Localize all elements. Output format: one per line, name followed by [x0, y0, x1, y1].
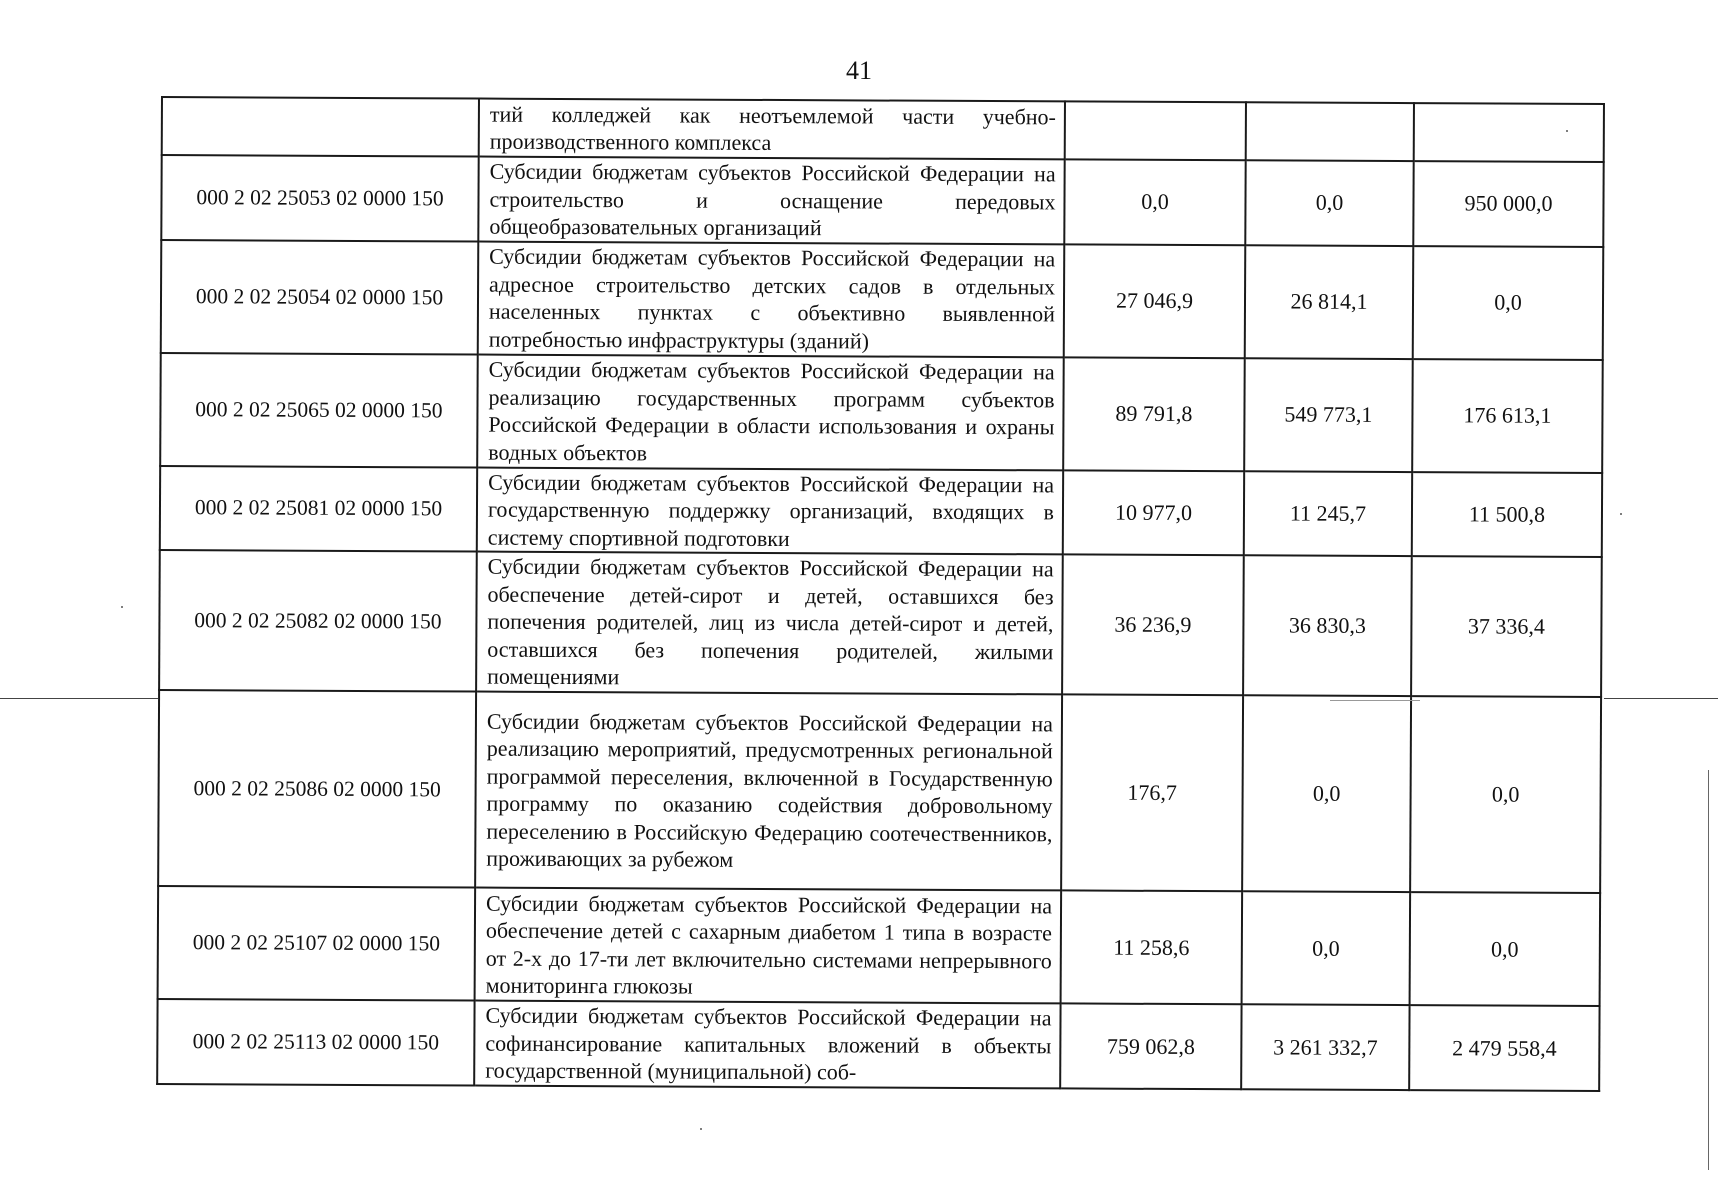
budget-code-cell: 000 2 02 25086 02 0000 150 [158, 690, 476, 888]
scan-edge-line [1708, 770, 1709, 1170]
table-row [160, 466, 1602, 558]
value-year2-cell [1246, 102, 1414, 161]
budget-code-cell: 000 2 02 25054 02 0000 150 [161, 240, 479, 355]
value-year2-cell: 0,0 [1242, 891, 1411, 1005]
value-year3-cell: 0,0 [1413, 246, 1604, 360]
description-cell: Субсидии бюджетам субъектов Российской Федерации на обеспечение детей с сахарным диабетом 1 типа в возрасте от 2-х до 17-ти лет включительно системами непрерывного мониторинга глюкозы [475, 888, 1062, 1004]
table-row [158, 886, 1601, 1006]
budget-code-cell [162, 97, 479, 157]
scan-fold-line-mid [1330, 700, 1420, 701]
budget-code-cell: 000 2 02 25053 02 0000 150 [161, 155, 478, 241]
scan-fold-line-right [1604, 698, 1718, 699]
description-cell: Субсидии бюджетам субъектов Российской Федерации на реализацию государственных программ субъектов Российской Федерации в области использования и охраны водных объектов [477, 354, 1064, 470]
value-year1-cell: 89 791,8 [1063, 357, 1245, 471]
value-year3-cell [1414, 103, 1604, 162]
description-cell: Субсидии бюджетам субъектов Российской Федерации на софинансирование капитальных вложений в объекты государственной (муниципальной) соб- [474, 1001, 1060, 1089]
table-row [158, 690, 1601, 893]
value-year1-cell: 27 046,9 [1064, 244, 1246, 358]
value-year2-cell: 0,0 [1242, 695, 1411, 892]
scan-speck [700, 1128, 702, 1130]
value-year1-cell: 10 977,0 [1063, 470, 1244, 555]
value-year3-cell: 0,0 [1410, 696, 1601, 893]
value-year1-cell [1065, 101, 1246, 160]
description-cell: Субсидии бюджетам субъектов Российской Федерации на обеспечение детей-сирот и детей, оставшихся без попечения родителей, лиц из числа детей-сирот и детей, оставшихся без попечения родителей, жилыми помещениями [476, 552, 1063, 695]
value-year1-cell: 759 062,8 [1060, 1003, 1241, 1089]
scan-speck [1620, 513, 1622, 515]
value-year1-cell: 176,7 [1061, 694, 1243, 891]
value-year2-cell: 36 830,3 [1243, 555, 1412, 696]
table-row [159, 550, 1602, 697]
budget-code-cell: 000 2 02 25113 02 0000 150 [157, 999, 474, 1086]
value-year2-cell: 0,0 [1245, 160, 1413, 245]
value-year2-cell: 11 245,7 [1244, 471, 1412, 556]
budget-code-cell: 000 2 02 25107 02 0000 150 [158, 886, 476, 1001]
budget-code-cell: 000 2 02 25081 02 0000 150 [160, 466, 477, 552]
value-year3-cell: 11 500,8 [1412, 472, 1602, 557]
description-cell: Субсидии бюджетам субъектов Российской Федерации на государственную поддержку организаций, входящих в систему спортивной подготовки [477, 467, 1063, 554]
value-year1-cell: 0,0 [1064, 159, 1245, 244]
budget-code-cell: 000 2 02 25082 02 0000 150 [159, 550, 477, 692]
description-cell: Субсидии бюджетам субъектов Российской Федерации на строительство и оснащение передовых общеобразовательных организаций [478, 157, 1064, 244]
value-year3-cell: 176 613,1 [1412, 359, 1603, 473]
table-row [161, 240, 1604, 360]
description-cell: Субсидии бюджетам субъектов Российской Федерации на адресное строительство детских садов в отдельных населенных пунктах с объективно выявленной потребностью инфраструктуры (зданий) [478, 241, 1065, 357]
value-year1-cell: 11 258,6 [1061, 890, 1243, 1004]
description-cell: Субсидии бюджетам субъектов Российской Федерации на реализацию мероприятий, предусмотренных региональной программой переселения, включенной в Государственную программу по оказанию содействия добровольному переселению в Российскую Федерацию соотечественников, проживающих за рубежом [475, 692, 1062, 891]
value-year3-cell: 2 479 558,4 [1409, 1005, 1599, 1091]
page-number: 41 [846, 56, 872, 85]
value-year3-cell: 950 000,0 [1413, 161, 1603, 246]
table-row [161, 155, 1603, 247]
value-year3-cell: 37 336,4 [1411, 556, 1602, 697]
value-year1-cell: 36 236,9 [1062, 554, 1244, 695]
scan-speck [121, 606, 123, 608]
scan-fold-line-left [0, 698, 158, 699]
description-cell: тий колледжей как неотъемлемой части учебно-производственного комплекса [479, 99, 1065, 160]
table-row [160, 353, 1603, 473]
scan-speck [1566, 130, 1568, 132]
budget-table [156, 96, 1605, 1092]
value-year2-cell: 3 261 332,7 [1241, 1004, 1409, 1090]
table-row [162, 97, 1604, 162]
value-year3-cell: 0,0 [1410, 892, 1601, 1006]
value-year2-cell: 26 814,1 [1245, 245, 1414, 359]
table-row [157, 999, 1599, 1091]
value-year2-cell: 549 773,1 [1244, 358, 1413, 472]
budget-code-cell: 000 2 02 25065 02 0000 150 [160, 353, 478, 468]
